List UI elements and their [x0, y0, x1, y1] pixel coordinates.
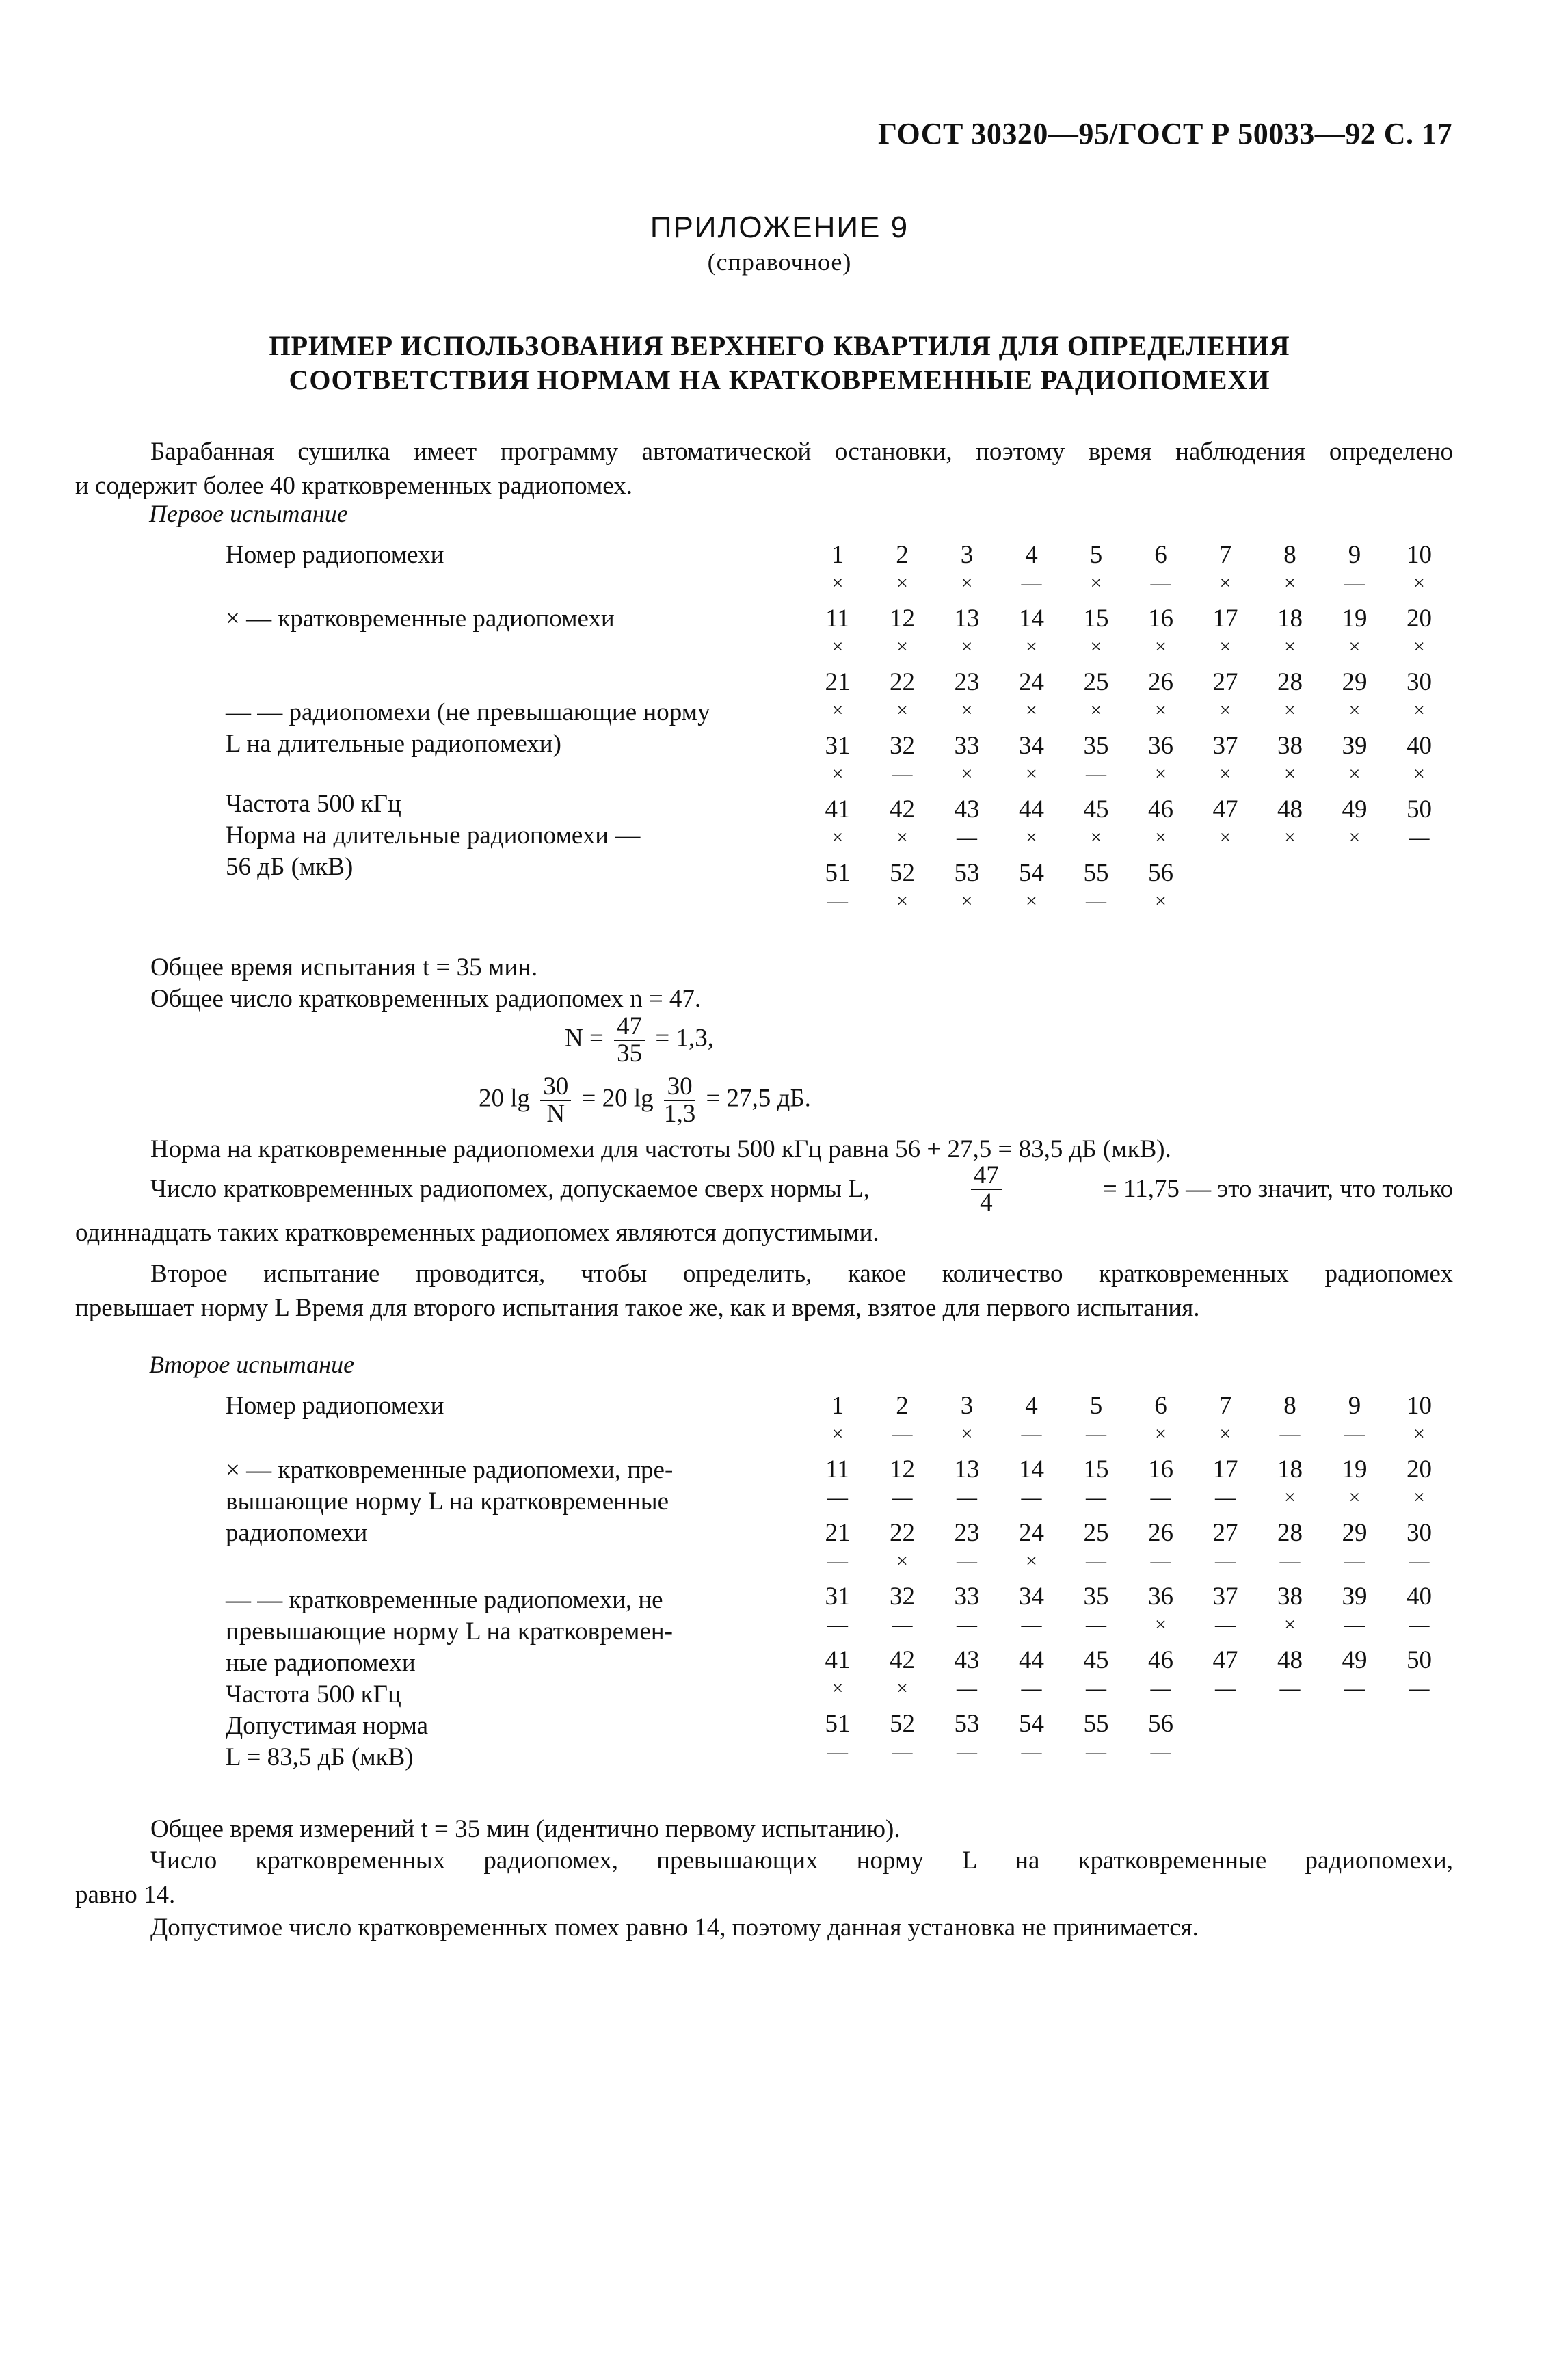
- test1-mark-exceed: ×: [1090, 699, 1102, 722]
- test1-mark-exceed: ×: [1155, 635, 1167, 658]
- test1-mark-exceed: ×: [961, 635, 973, 658]
- test1-number: 4: [1025, 541, 1038, 569]
- test2-mark-dash: —: [1150, 1741, 1171, 1763]
- test2-mark-dash: —: [1409, 1550, 1430, 1572]
- test2-mark-dash: —: [1021, 1613, 1042, 1636]
- test1-number: 11: [825, 605, 850, 633]
- test2-number: 7: [1218, 1392, 1232, 1420]
- test1-number: 56: [1148, 859, 1173, 887]
- test2-label-exceed-3: радиопомехи: [226, 1519, 368, 1547]
- title-line-2: СООТВЕТСТВИЯ НОРМАМ НА КРАТКОВРЕМЕННЫЕ РАДИОПОМЕХИ: [289, 365, 1270, 395]
- test1-number: 22: [890, 668, 915, 696]
- test2-number: 53: [954, 1710, 980, 1738]
- test1-number: 50: [1407, 795, 1432, 823]
- test2-mark-exceed: ×: [1413, 1423, 1425, 1445]
- test2-number: 55: [1083, 1710, 1109, 1738]
- test1-mark-exceed: ×: [831, 826, 844, 849]
- test1-number: 6: [1154, 541, 1167, 569]
- test1-number: 51: [825, 859, 851, 887]
- test1-mark-exceed: ×: [1155, 890, 1167, 912]
- test2-mark-dash: —: [1215, 1550, 1236, 1572]
- test1-mark-dash: —: [1409, 826, 1430, 849]
- test2-mark-exceed: ×: [1284, 1486, 1296, 1509]
- test2-mark-dash: —: [827, 1486, 848, 1509]
- test2-number: 14: [1019, 1455, 1044, 1483]
- test1-number: 47: [1212, 795, 1238, 823]
- exceed-line-1: Число кратковременных радиопомех, превышающих норму L на кратковременные радиопомехи,: [150, 1847, 1453, 1875]
- test1-number: 44: [1019, 795, 1044, 823]
- test2-mark-dash: —: [1086, 1423, 1106, 1445]
- test1-mark-exceed: ×: [961, 699, 973, 722]
- test2-label-not-exceed-2: превышающие норму L на кратковремен-: [226, 1617, 673, 1645]
- test1-number: 55: [1083, 859, 1109, 887]
- test1-mark-exceed: ×: [831, 763, 844, 785]
- test2-number: 9: [1348, 1392, 1361, 1420]
- test1-mark-exceed: ×: [896, 635, 908, 658]
- test1-number: 15: [1083, 605, 1109, 633]
- test1-number: 34: [1019, 732, 1044, 760]
- test1-mark-exceed: ×: [1219, 635, 1231, 658]
- test2-number: 40: [1407, 1583, 1432, 1611]
- test2-mark-dash: —: [892, 1486, 913, 1509]
- test2-number: 48: [1277, 1646, 1303, 1674]
- test2-mark-exceed: ×: [831, 1677, 844, 1700]
- test1-mark-exceed: ×: [961, 763, 973, 785]
- test2-number: 22: [890, 1519, 915, 1547]
- test1-number: 16: [1148, 605, 1173, 633]
- test2-mark-dash: —: [1279, 1423, 1301, 1445]
- test1-label-frequency: Частота 500 кГц: [226, 790, 401, 818]
- test1-mark-exceed: ×: [1219, 826, 1231, 849]
- test2-mark-dash: —: [1344, 1423, 1365, 1445]
- test2-mark-exceed: ×: [961, 1423, 973, 1445]
- test2-mark-exceed: ×: [1155, 1423, 1167, 1445]
- title-line-1: ПРИМЕР ИСПОЛЬЗОВАНИЯ ВЕРХНЕГО КВАРТИЛЯ ДЛЯ ОПРЕДЕЛЕНИЯ: [269, 330, 1290, 361]
- test2-mark-dash: —: [1150, 1677, 1171, 1700]
- test2-mark-dash: —: [1344, 1550, 1365, 1572]
- intro-line-2: и содержит более 40 кратковременных радиопомех.: [75, 472, 632, 500]
- test2-number: 41: [825, 1646, 851, 1674]
- test2-mark-dash: —: [957, 1486, 977, 1509]
- test2-mark-exceed: ×: [1026, 1550, 1037, 1572]
- test2-number: 29: [1342, 1519, 1368, 1547]
- test1-number: 46: [1148, 795, 1173, 823]
- test1-number: 30: [1407, 668, 1432, 696]
- test1-mark-exceed: ×: [1090, 572, 1102, 594]
- test2-number: 1: [831, 1392, 844, 1420]
- test1-number: 39: [1342, 732, 1368, 760]
- test1-number: 53: [954, 859, 980, 887]
- test2-number: 28: [1277, 1519, 1303, 1547]
- test1-mark-exceed: ×: [1413, 699, 1425, 722]
- test1-number: 9: [1348, 541, 1361, 569]
- test1-mark-exceed: ×: [1219, 699, 1231, 722]
- test2-mark-dash: —: [1021, 1741, 1042, 1763]
- test2-mark-dash: —: [1086, 1741, 1106, 1763]
- intro-line-1: Барабанная сушилка имеет программу автоматической остановки, поэтому время наблюдения определено: [150, 438, 1453, 466]
- test1-mark-exceed: ×: [1026, 635, 1037, 658]
- appendix-type: (справочное): [707, 248, 852, 276]
- test2-mark-dash: —: [1279, 1550, 1301, 1572]
- test1-number: 45: [1083, 795, 1109, 823]
- test2-number: 26: [1148, 1519, 1173, 1547]
- test1-number: 29: [1342, 668, 1368, 696]
- test1-number: 40: [1407, 732, 1432, 760]
- test1-total-count: Общее число кратковременных радиопомех n = 47.: [150, 985, 702, 1013]
- test1-mark-exceed: ×: [1413, 763, 1425, 785]
- test1-number: 13: [954, 605, 980, 633]
- test2-number: 38: [1277, 1583, 1303, 1611]
- test2-mark-dash: —: [1150, 1550, 1171, 1572]
- test2-mark-dash: —: [1086, 1613, 1106, 1636]
- test1-number: 23: [954, 668, 980, 696]
- test1-mark-exceed: ×: [1284, 763, 1296, 785]
- test2-mark-dash: —: [1215, 1613, 1236, 1636]
- test1-number: 33: [954, 732, 980, 760]
- test2-label-frequency: Частота 500 кГц: [226, 1680, 401, 1708]
- test1-mark-exceed: ×: [1026, 826, 1037, 849]
- test1-number: 49: [1342, 795, 1368, 823]
- test2-number: 27: [1212, 1519, 1238, 1547]
- test1-number: 25: [1083, 668, 1109, 696]
- test1-mark-exceed: ×: [1284, 635, 1296, 658]
- test1-mark-exceed: ×: [1413, 635, 1425, 658]
- exceed-paragraph: [75, 1844, 1453, 1912]
- test1-mark-exceed: ×: [896, 572, 908, 594]
- test1-mark-exceed: ×: [1155, 699, 1167, 722]
- test1-number: 21: [825, 668, 851, 696]
- test1-number: 43: [954, 795, 980, 823]
- test1-label-norm-value: 56 дБ (мкВ): [226, 853, 354, 881]
- test2-label-exceed-1: × — кратковременные радиопомехи, пре-: [226, 1456, 674, 1484]
- test2-number: 34: [1019, 1583, 1044, 1611]
- test2-mark-dash: —: [1021, 1486, 1042, 1509]
- test1-mark-exceed: ×: [1219, 572, 1231, 594]
- test2-number: 47: [1212, 1646, 1238, 1674]
- test2-mark-dash: —: [957, 1550, 977, 1572]
- test1-number: 32: [890, 732, 915, 760]
- test1-number: 24: [1019, 668, 1044, 696]
- test1-label-not-exceed: — — радиопомехи (не превышающие норму: [226, 698, 710, 726]
- test1-number: 14: [1019, 605, 1044, 633]
- test1-number: 20: [1407, 605, 1432, 633]
- test2-number: 42: [890, 1646, 915, 1674]
- test2-number: 43: [954, 1646, 980, 1674]
- test2-mark-dash: —: [1086, 1677, 1106, 1700]
- test1-mark-dash: —: [892, 763, 913, 785]
- test1-mark-exceed: ×: [1155, 763, 1167, 785]
- test1-mark-exceed: ×: [961, 890, 973, 912]
- test2-mark-dash: —: [892, 1741, 913, 1763]
- formula-db: 20 lg $\frac{30}{N}$ = 20 lg $\frac{30}{1,3}$ = 27,5 дБ.: [479, 1072, 811, 1128]
- test1-number: 28: [1277, 668, 1303, 696]
- test2-number: 20: [1407, 1455, 1432, 1483]
- test2-label-number: Номер радиопомехи: [226, 1392, 444, 1420]
- test2-number: 36: [1148, 1583, 1173, 1611]
- test2-mark-exceed: ×: [831, 1423, 844, 1445]
- test2-mark-dash: —: [827, 1741, 848, 1763]
- test2-number: 12: [890, 1455, 915, 1483]
- test2-number: 10: [1407, 1392, 1432, 1420]
- test2-mark-dash: —: [957, 1677, 977, 1700]
- test1-mark-exceed: ×: [831, 635, 844, 658]
- test2-number: 11: [825, 1455, 850, 1483]
- test2-number: 24: [1019, 1519, 1044, 1547]
- test2-number: 8: [1283, 1392, 1296, 1420]
- test1-mark-dash: —: [957, 826, 977, 849]
- test1-total-time: Общее время испытания t = 35 мин.: [150, 953, 538, 981]
- test1-number: 7: [1218, 541, 1232, 569]
- test1-mark-exceed: ×: [1026, 890, 1037, 912]
- test1-mark-exceed: ×: [896, 699, 908, 722]
- test1-mark-exceed: ×: [1026, 699, 1037, 722]
- test1-number: 12: [890, 605, 915, 633]
- test1-mark-dash: —: [1150, 572, 1171, 594]
- test1-number: 37: [1212, 732, 1238, 760]
- test2-number: 32: [890, 1583, 915, 1611]
- test2-number: 13: [954, 1455, 980, 1483]
- test2-mark-dash: —: [1086, 1550, 1106, 1572]
- test1-mark-exceed: ×: [1155, 826, 1167, 849]
- norm-line: Норма на кратковременные радиопомехи для частоты 500 кГц равна 56 + 27,5 = 83,5 дБ (мкВ).: [150, 1135, 1171, 1163]
- test1-label-short: × — кратковременные радиопомехи: [226, 605, 615, 633]
- second-test-paragraph: [75, 1257, 1453, 1325]
- test1-number: 1: [831, 541, 844, 569]
- second-line-1: Второе испытание проводится, чтобы определить, какое количество кратковременных радиопомех: [150, 1260, 1453, 1288]
- test1-mark-exceed: ×: [1219, 763, 1231, 785]
- test2-number: 37: [1212, 1583, 1238, 1611]
- test1-mark-exceed: ×: [1284, 572, 1296, 594]
- test2-number: 46: [1148, 1646, 1173, 1674]
- allowed-line-1: Число кратковременных радиопомех, допускаемое сверх нормы L, $\frac{47}{4}$ = 11,75 — это значит, что только: [150, 1161, 1453, 1217]
- test2-mark-exceed: ×: [1219, 1423, 1231, 1445]
- test2-number: 54: [1019, 1710, 1044, 1738]
- test1-number: 17: [1212, 605, 1238, 633]
- test2-mark-dash: —: [1215, 1486, 1236, 1509]
- test2-number: 30: [1407, 1519, 1432, 1547]
- test2-number: 3: [960, 1392, 974, 1420]
- test1-mark-exceed: ×: [896, 826, 908, 849]
- formula-n-fraction: $\frac{47}{35}$: [614, 1014, 645, 1067]
- test1-label-long-norm: L на длительные радиопомехи): [226, 730, 561, 758]
- test2-mark-exceed: ×: [1413, 1486, 1425, 1509]
- test2-mark-exceed: ×: [1348, 1486, 1361, 1509]
- test2-number: 18: [1277, 1455, 1303, 1483]
- test1-mark-dash: —: [827, 890, 848, 912]
- test1-number: 41: [825, 795, 851, 823]
- test1-number: 10: [1407, 541, 1432, 569]
- test2-mark-dash: —: [892, 1613, 913, 1636]
- test2-mark-dash: —: [827, 1613, 848, 1636]
- test2-mark-dash: —: [827, 1550, 848, 1572]
- test2-number: 56: [1148, 1710, 1173, 1738]
- test2-number: 19: [1342, 1455, 1368, 1483]
- test1-number: 38: [1277, 732, 1303, 760]
- test1-number: 36: [1148, 732, 1173, 760]
- test2-number: 17: [1212, 1455, 1238, 1483]
- intro-paragraph: [75, 435, 1453, 503]
- test2-number: 45: [1083, 1646, 1109, 1674]
- test2-number: 2: [896, 1392, 909, 1420]
- test1-number: 35: [1083, 732, 1109, 760]
- test2-mark-dash: —: [1215, 1677, 1236, 1700]
- test1-number: 5: [1089, 541, 1103, 569]
- test1-label-number: Номер радиопомехи: [226, 541, 444, 569]
- test2-mark-dash: —: [957, 1613, 977, 1636]
- test2-number: 35: [1083, 1583, 1109, 1611]
- appendix-number: ПРИЛОЖЕНИЕ 9: [650, 211, 909, 244]
- test2-number: 49: [1342, 1646, 1368, 1674]
- test2-mark-dash: —: [1409, 1613, 1430, 1636]
- test2-mark-dash: —: [1021, 1677, 1042, 1700]
- test1-label-norm: Норма на длительные радиопомехи —: [226, 821, 641, 849]
- test2-number: 31: [825, 1583, 851, 1611]
- test2-label-not-exceed-3: ные радиопомехи: [226, 1649, 416, 1677]
- page-header: ГОСТ 30320—95/ГОСТ Р 50033—92 С. 17: [878, 117, 1452, 150]
- test1-number: 3: [960, 541, 974, 569]
- test2-number: 21: [825, 1519, 851, 1547]
- test2-mark-exceed: ×: [1284, 1613, 1296, 1636]
- test2-label-allowed: Допустимая норма: [226, 1712, 429, 1740]
- test1-mark-dash: —: [1086, 890, 1106, 912]
- test2-total-time: Общее время измерений t = 35 мин (идентично первому испытанию).: [150, 1815, 901, 1843]
- test2-number: 52: [890, 1710, 915, 1738]
- exceed-line-2: равно 14.: [75, 1881, 176, 1909]
- test1-number: 26: [1148, 668, 1173, 696]
- test2-mark-dash: —: [1344, 1677, 1365, 1700]
- test2-number: 25: [1083, 1519, 1109, 1547]
- conclusion: Допустимое число кратковременных помех равно 14, поэтому данная установка не принимается.: [150, 1914, 1199, 1942]
- test2-mark-dash: —: [1021, 1423, 1042, 1445]
- test1-number: 42: [890, 795, 915, 823]
- test2-label-exceed-2: вышающие норму L на кратковременные: [226, 1488, 669, 1516]
- test1-mark-exceed: ×: [1413, 572, 1425, 594]
- test2-mark-dash: —: [1409, 1677, 1430, 1700]
- test2-number: 23: [954, 1519, 980, 1547]
- test1-number: 31: [825, 732, 851, 760]
- test1-number: 19: [1342, 605, 1368, 633]
- test2-number: 15: [1083, 1455, 1109, 1483]
- second-line-2: превышает норму L Время для второго испытания такое же, как и время, взятое для первого испытания.: [75, 1294, 1200, 1322]
- formula-db-fraction-2: $\frac{30}{1,3}$: [663, 1072, 696, 1128]
- test2-number: 4: [1025, 1392, 1038, 1420]
- test2-number: 5: [1089, 1392, 1103, 1420]
- allowed-line-2: одиннадцать таких кратковременных радиопомех являются допустимыми.: [75, 1219, 879, 1247]
- test2-label-allowed-value: L = 83,5 дБ (мкВ): [226, 1743, 414, 1771]
- test2-mark-dash: —: [1344, 1613, 1365, 1636]
- formula-db-fraction-1: $\frac{30}{N}$: [540, 1074, 571, 1127]
- test1-mark-exceed: ×: [1026, 763, 1037, 785]
- test2-label-not-exceed-1: — — кратковременные радиопомехи, не: [226, 1586, 663, 1614]
- test1-number: 48: [1277, 795, 1303, 823]
- test2-mark-exceed: ×: [896, 1677, 908, 1700]
- test1-number: 54: [1019, 859, 1044, 887]
- test2-mark-dash: —: [1086, 1486, 1106, 1509]
- test1-mark-exceed: ×: [1090, 826, 1102, 849]
- test1-number: 18: [1277, 605, 1303, 633]
- test1-mark-exceed: ×: [1348, 763, 1361, 785]
- test1-mark-exceed: ×: [1348, 826, 1361, 849]
- test2-heading: Второе испытание: [149, 1351, 355, 1378]
- test2-number: 16: [1148, 1455, 1173, 1483]
- test1-mark-exceed: ×: [1090, 635, 1102, 658]
- allowed-fraction: $\frac{47}{4}$: [971, 1163, 1002, 1216]
- test2-mark-dash: —: [1150, 1486, 1171, 1509]
- test2-number: 50: [1407, 1646, 1432, 1674]
- test2-mark-exceed: ×: [1155, 1613, 1167, 1636]
- test1-mark-exceed: ×: [1284, 699, 1296, 722]
- formula-n: N = $\frac{47}{35}$ = 1,3,: [565, 1012, 714, 1068]
- allowed-paragraph: [75, 1163, 1453, 1250]
- test1-mark-exceed: ×: [896, 890, 908, 912]
- test2-mark-dash: —: [957, 1741, 977, 1763]
- test1-mark-dash: —: [1344, 572, 1365, 594]
- test1-mark-exceed: ×: [1348, 699, 1361, 722]
- test1-mark-exceed: ×: [1348, 635, 1361, 658]
- test2-number: 51: [825, 1710, 851, 1738]
- test1-mark-exceed: ×: [831, 699, 844, 722]
- test2-mark-dash: —: [1279, 1677, 1301, 1700]
- test2-mark-dash: —: [892, 1423, 913, 1445]
- test1-number: 8: [1283, 541, 1296, 569]
- test2-number: 33: [954, 1583, 980, 1611]
- test1-mark-dash: —: [1021, 572, 1042, 594]
- test1-mark-exceed: ×: [961, 572, 973, 594]
- test1-mark-exceed: ×: [831, 572, 844, 594]
- test1-number: 52: [890, 859, 915, 887]
- test1-mark-exceed: ×: [1284, 826, 1296, 849]
- test1-heading: Первое испытание: [149, 500, 348, 527]
- test2-mark-exceed: ×: [896, 1550, 908, 1572]
- test2-number: 6: [1154, 1392, 1167, 1420]
- test1-number: 2: [896, 541, 909, 569]
- test1-mark-dash: —: [1086, 763, 1106, 785]
- test2-number: 39: [1342, 1583, 1368, 1611]
- test2-number: 44: [1019, 1646, 1044, 1674]
- test1-number: 27: [1212, 668, 1238, 696]
